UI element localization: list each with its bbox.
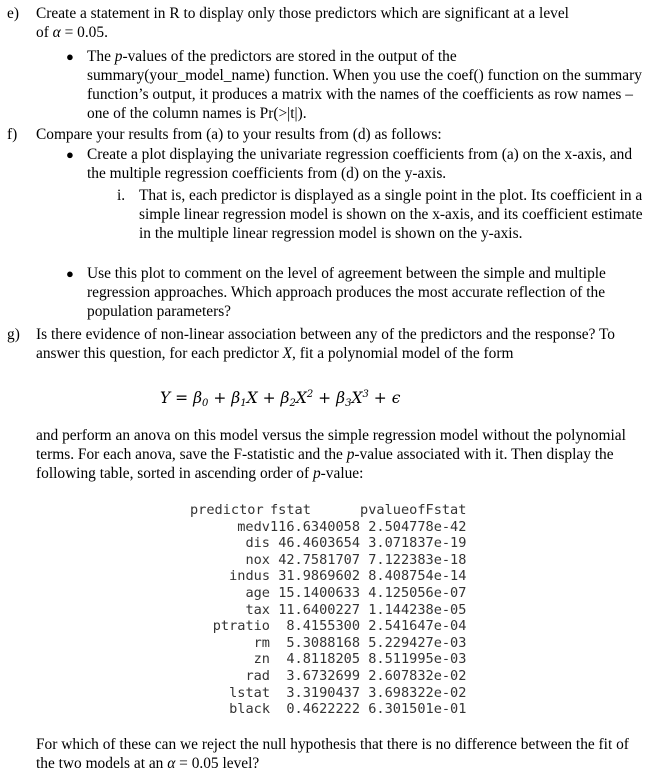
final-question: For which of these can we reject the null hypothesis that there is no difference between the fit of the two models at an α = 0.05 level?	[36, 736, 629, 772]
cell-pvalue: 6.301501e-01	[368, 701, 467, 718]
cell-predictor: zn	[253, 651, 270, 668]
item-e-line2-post: = 0.05.	[60, 24, 108, 41]
item-f-bullet-1-text: Create a plot displaying the univariate regression coefficients from (a) on the x-axis, and the multiple regression coefficients from (d) on the y-axis.	[87, 146, 633, 182]
cell-pvalue: 2.607832e-02	[368, 667, 467, 684]
cell-pvalue: 8.408754e-14	[368, 568, 467, 585]
cell-predictor: lstat	[229, 684, 270, 701]
cell-predictor: medv	[237, 518, 270, 535]
cell-predictor: dis	[245, 535, 270, 552]
cell-predictor: rm	[253, 634, 270, 651]
item-f-line1: Compare your results from (a) to your results from (d) as follows:	[36, 126, 442, 143]
item-e-label: e)	[7, 5, 19, 22]
table-row	[190, 651, 466, 668]
anova-paragraph: and perform an anova on this model versus the simple regression model without the polynomial terms. For each anova, save the F-statistic and the p-value associated with it. Then display the following table, sorted in ascending order of p-value:	[36, 427, 626, 482]
cell-pvalue: 4.125056e-07	[368, 584, 467, 601]
cell-pvalue: 5.229427e-03	[368, 634, 467, 651]
item-e-bullet-1-text: The p-values of the predictors are stored in the output of the summary(your_model_name) function. When you use the coef() function on the summary function’s output, it produces a matrix with the names of the coefficients as row names – one of the column names is Pr(>|t|).	[87, 48, 642, 122]
cell-predictor: rad	[245, 667, 270, 684]
table-row	[190, 535, 466, 552]
cell-predictor: ptratio	[212, 618, 270, 635]
table-row	[190, 635, 466, 652]
cell-fstat: 0.4622222	[286, 701, 361, 718]
header-fstat: fstat	[270, 502, 311, 518]
table-row	[190, 685, 466, 702]
item-g-text: Is there evidence of non-linear association between any of the predictors and the response? To answer this question, for each predictor X, fit a polynomial model of the form	[36, 326, 615, 362]
cell-fstat: 15.1400633	[278, 584, 361, 601]
cell-predictor: tax	[245, 601, 270, 618]
polynomial-formula	[160, 385, 500, 413]
cell-pvalue: 2.541647e-04	[368, 618, 467, 635]
table-row	[190, 602, 466, 619]
bullet-icon: ●	[66, 49, 74, 64]
item-e-text	[36, 4, 640, 42]
cell-pvalue: 3.698322e-02	[368, 684, 467, 701]
cell-fstat: 46.4603654	[278, 535, 361, 552]
cell-fstat: 3.3190437	[286, 684, 361, 701]
item-f-label: f)	[7, 126, 18, 143]
table-header-row	[190, 502, 466, 519]
table-row	[190, 568, 466, 585]
cell-pvalue: 1.144238e-05	[368, 601, 467, 618]
cell-fstat: 4.8118205	[286, 651, 361, 668]
table-row	[190, 585, 466, 602]
cell-fstat: 5.3088168	[286, 634, 361, 651]
table-row	[190, 519, 466, 536]
alpha-symbol: α	[52, 24, 61, 41]
cell-pvalue: 2.504778e-42	[368, 518, 467, 535]
header-predictor: predictor	[190, 502, 264, 518]
cell-fstat: 116.6340058	[270, 518, 361, 535]
cell-fstat: 3.6732699	[286, 667, 361, 684]
cell-pvalue: 3.071837e-19	[368, 535, 467, 552]
item-e-line2-pre: of	[36, 24, 53, 41]
item-f-subitem-text: That is, each predictor is displayed as a single point in the plot. Its coefficient in a simple linear regression model is shown on the x-axis, and its coefficient estimate in the multiple linear regression model is shown on the y-axis.	[139, 187, 643, 242]
bullet-icon: ●	[66, 266, 74, 281]
cell-predictor: indus	[229, 568, 270, 585]
table-row	[190, 701, 466, 718]
header-pvalue: pvalueofFstat	[360, 502, 467, 518]
cell-predictor: nox	[245, 551, 270, 568]
anova-results-table	[190, 502, 466, 718]
cell-fstat: 8.4155300	[286, 618, 361, 635]
cell-pvalue: 7.122383e-18	[368, 551, 467, 568]
cell-fstat: 42.7581707	[278, 551, 361, 568]
item-e-line1: Create a statement in R to display only those predictors which are significant at a level	[36, 5, 569, 22]
table-row	[190, 552, 466, 569]
cell-pvalue: 8.511995e-03	[368, 651, 467, 668]
item-g-label: g)	[7, 326, 20, 343]
table-row	[190, 668, 466, 685]
table-row	[190, 618, 466, 635]
bullet-icon: ●	[66, 147, 74, 162]
formula-rendered: $Y = \beta_0 + \beta_1X + \beta_2X^2 + \beta_3X^3 + \epsilon$	[160, 389, 401, 409]
item-f-subitem-number: i.	[117, 187, 126, 204]
cell-predictor: age	[245, 584, 270, 601]
cell-fstat: 11.6400227	[278, 601, 361, 618]
cell-fstat: 31.9869602	[278, 568, 361, 585]
item-e-line2	[36, 23, 640, 42]
item-f-bullet-2-text: Use this plot to comment on the level of agreement between the simple and multiple regression approaches. Which approach produces the most accurate reflection of the population parameters?	[87, 265, 606, 320]
cell-predictor: black	[229, 701, 270, 718]
